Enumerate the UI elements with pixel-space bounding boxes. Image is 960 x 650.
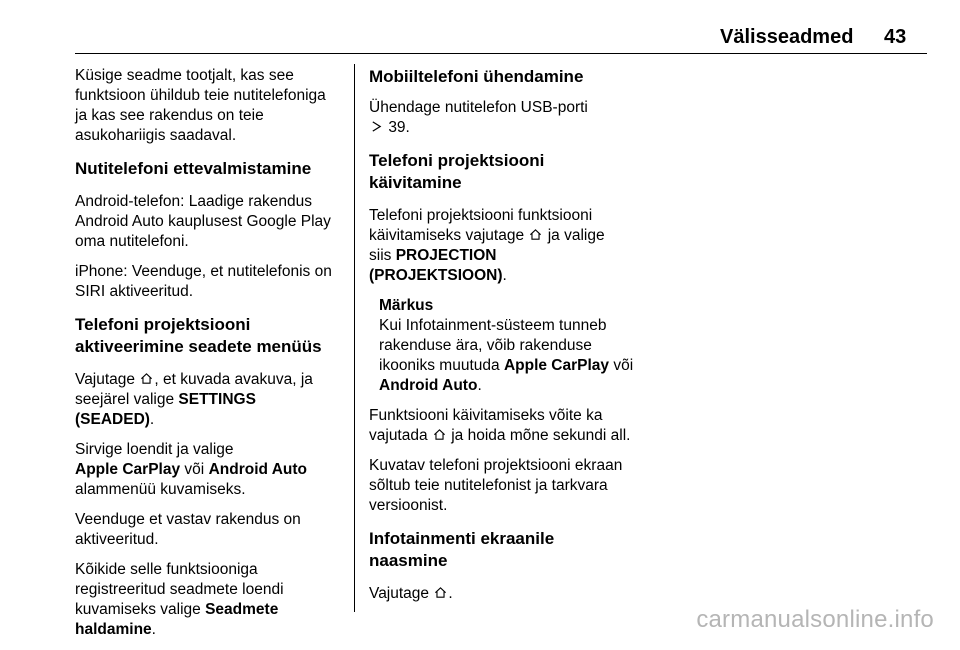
intro-paragraph: Küsige seadme tootjalt, kas see funktsioon ühildub teie nutitelefoniga ja kas see rakendus on teie asukohariigis saadaval.	[75, 67, 326, 144]
right-column	[369, 66, 637, 614]
heading-activate-in-settings: Telefoni projektsiooni aktiveerimine seadete menüüs	[75, 315, 322, 356]
home-icon	[434, 586, 447, 599]
home-icon	[433, 428, 446, 441]
device-list-paragraph: Kõikide selle funktsiooniga registreeritud seadmete loendi kuvamiseks valige Seadmete haldamine.	[75, 561, 284, 638]
page-number: 43	[884, 26, 907, 48]
header-rule	[75, 53, 927, 54]
connect-paragraph: Ühendage nutitelefon USB-porti 39.	[369, 99, 588, 136]
page-reference-icon	[370, 120, 383, 133]
browse-list-paragraph: Sirvige loendit ja valige Apple CarPlay või Android Auto alammenüü kuvamiseks.	[75, 441, 307, 498]
column-divider	[354, 64, 355, 612]
page-header-title: Välisseadmed	[720, 26, 854, 48]
home-icon	[529, 228, 542, 241]
watermark: carmanualsonline.info	[696, 606, 934, 633]
heading-smartphone-preparation: Nutitelefoni ettevalmistamine	[75, 159, 312, 178]
heading-return-infotainment: Infotainmenti ekraanile naasmine	[369, 529, 555, 570]
ensure-paragraph: Veenduge et vastav rakendus on aktiveeritud.	[75, 511, 301, 548]
screen-depends-paragraph: Kuvatav telefoni projektsiooni ekraan sõltub teie nutitelefonist ja tarkvara versioonist.	[369, 457, 623, 514]
note-box	[379, 296, 637, 396]
left-column	[75, 66, 347, 650]
hold-home-paragraph: Funktsiooni käivitamiseks võite ka vajutada ja hoida mõne sekundi all.	[369, 407, 631, 444]
note-text: Kui Infotainment-süsteem tunneb rakenduse ära, võib rakenduse ikooniks muutuda Apple CarPlay või Android Auto.	[379, 317, 634, 394]
android-paragraph: Android-telefon: Laadige rakendus Android Auto kauplusest Google Play oma nutitelefoni.	[75, 193, 331, 250]
note-title: Märkus	[379, 297, 434, 314]
heading-connect-phone: Mobiiltelefoni ühendamine	[369, 67, 584, 86]
heading-start-projection: Telefoni projektsiooni käivitamine	[369, 151, 545, 192]
start-projection-paragraph: Telefoni projektsiooni funktsiooni käivitamiseks vajutage ja valige siis PROJECTION (PROJEKTSIOON).	[369, 207, 605, 284]
iphone-paragraph: iPhone: Veenduge, et nutitelefonis on SIRI aktiveeritud.	[75, 263, 332, 300]
home-icon	[140, 372, 153, 385]
return-paragraph: Vajutage .	[369, 585, 453, 602]
press-home-paragraph: Vajutage , et kuvada avakuva, ja seejärel valige SETTINGS (SEADED).	[75, 371, 313, 428]
